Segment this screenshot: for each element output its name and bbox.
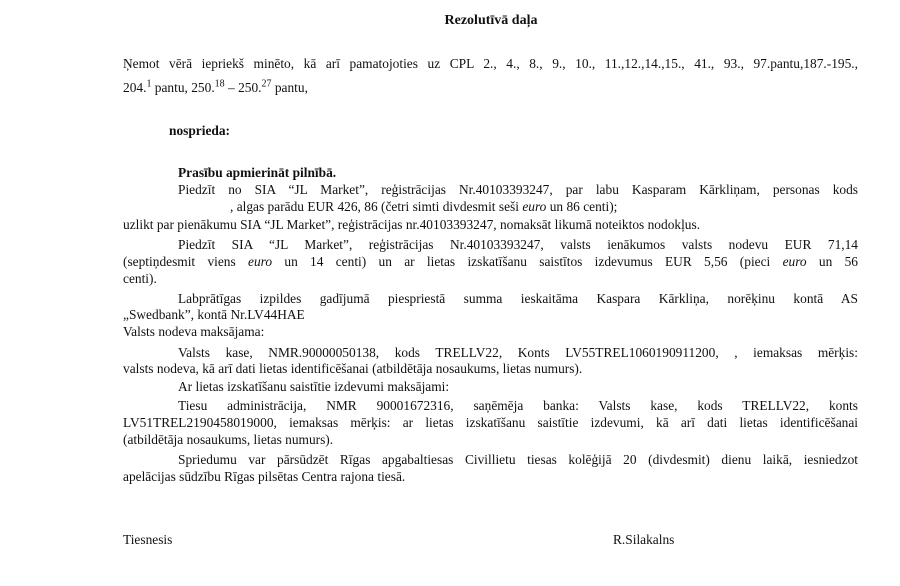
costs-payable-heading: Ar lietas izskatīšanu saistītie izdevumi maksājami: (178, 379, 450, 394)
award-line-2 (230, 198, 617, 215)
superscript-27: 27 (261, 78, 272, 90)
verdict-word: nosprieda: (169, 123, 231, 138)
appeal-line-1: Spriedumu var pārsūdzēt Rīgas apgabaltiesas Civillietu tiesas kolēģijā 20 (divdesmit) dienu laikā, iesniedzot (178, 452, 858, 467)
treasury-details-line-1: Valsts kase, NMR.90000050138, kods TRELLV22, Konts LV55TREL1060190911200, , iemaksas mērķis: (178, 345, 858, 360)
superscript-1: 1 (146, 78, 152, 90)
legal-basis-article-250: pantu, 250. (151, 80, 215, 95)
costs-text: un 14 centi) un ar lietas izskatīšanu saistītos izdevumus EUR 5,56 (pieci (272, 254, 783, 269)
legal-basis-line-1: Ņemot vērā iepriekš minēto, kā arī pamatojoties uz CPL 2., 4., 8., 9., 10., 11.,12.,14.,15., 41., 93., 97.pantu,187.-195., (123, 56, 858, 71)
euro-word: euro (782, 254, 807, 269)
award-line-1: Piedzīt no SIA “JL Market”, reģistrācijas Nr.40103393247, par labu Kasparam Kārkliņam, personas kods (178, 182, 858, 197)
judge-name: R.Silakalns (613, 532, 675, 547)
court-admin-line-2: LV51TREL2190458019000, iemaksas mērķis: ar lietas izskatīšanu saistītie izdevumi, kā arī dati lietas identificēšanai (123, 415, 858, 430)
award-cents-text: un 86 centi); (546, 199, 618, 214)
court-admin-line-1: Tiesu administrācija, NMR 90001672316, saņēmēja banka: Valsts kase, kods TRELLV22, konts (178, 398, 858, 413)
state-fee-payable-heading: Valsts nodeva maksājama: (123, 324, 265, 339)
tax-obligation-line: uzlikt par pienākumu SIA “JL Market”, reģistrācijas nr.40103393247, nomaksāt likumā noteiktos nodokļus. (123, 217, 701, 232)
appeal-line-2: apelācijas sūdzību Rīgas pilsētas Centra rajona tiesā. (123, 469, 406, 484)
state-fee-line-2 (123, 253, 858, 270)
voluntary-payment-line-2: „Swedbank”, kontā Nr.LV44HAE (123, 307, 305, 322)
treasury-details-line-2: valsts nodeva, kā arī dati lietas identificēšanai (atbildētāja nosaukums, lietas numurs). (123, 361, 583, 376)
award-amount-text: , algas parādu EUR 426, 86 (četri simti divdesmit seši (230, 199, 523, 214)
euro-word: euro (248, 254, 273, 269)
state-fee-line-1: Piedzīt SIA “JL Market”, reģistrācijas Nr.40103393247, valsts ienākumos valsts nodevu EUR 71,14 (178, 237, 858, 252)
euro-word: euro (522, 199, 547, 214)
legal-basis-line-2 (123, 79, 308, 96)
legal-basis-dash: – 250. (224, 80, 262, 95)
legal-basis-tail: pantu, (271, 80, 308, 95)
costs-cents: un 56 (806, 254, 858, 269)
section-heading: Rezolutīvā daļa (444, 13, 538, 28)
legal-basis-article-204: 204. (123, 80, 147, 95)
voluntary-payment-line-1: Labprātīgas izpildes gadījumā piespriestā summa ieskaitāma Kaspara Kārkliņa, norēķinu kontā AS (178, 291, 858, 306)
superscript-18: 18 (214, 78, 225, 90)
claim-heading: Prasību apmierināt pilnībā. (178, 165, 337, 180)
court-admin-line-3: (atbildētāja nosaukums, lietas numurs). (123, 432, 334, 447)
state-fee-line-3: centi). (123, 271, 157, 286)
judge-title: Tiesnesis (123, 532, 173, 547)
state-fee-words: (septiņdesmit viens (123, 254, 249, 269)
